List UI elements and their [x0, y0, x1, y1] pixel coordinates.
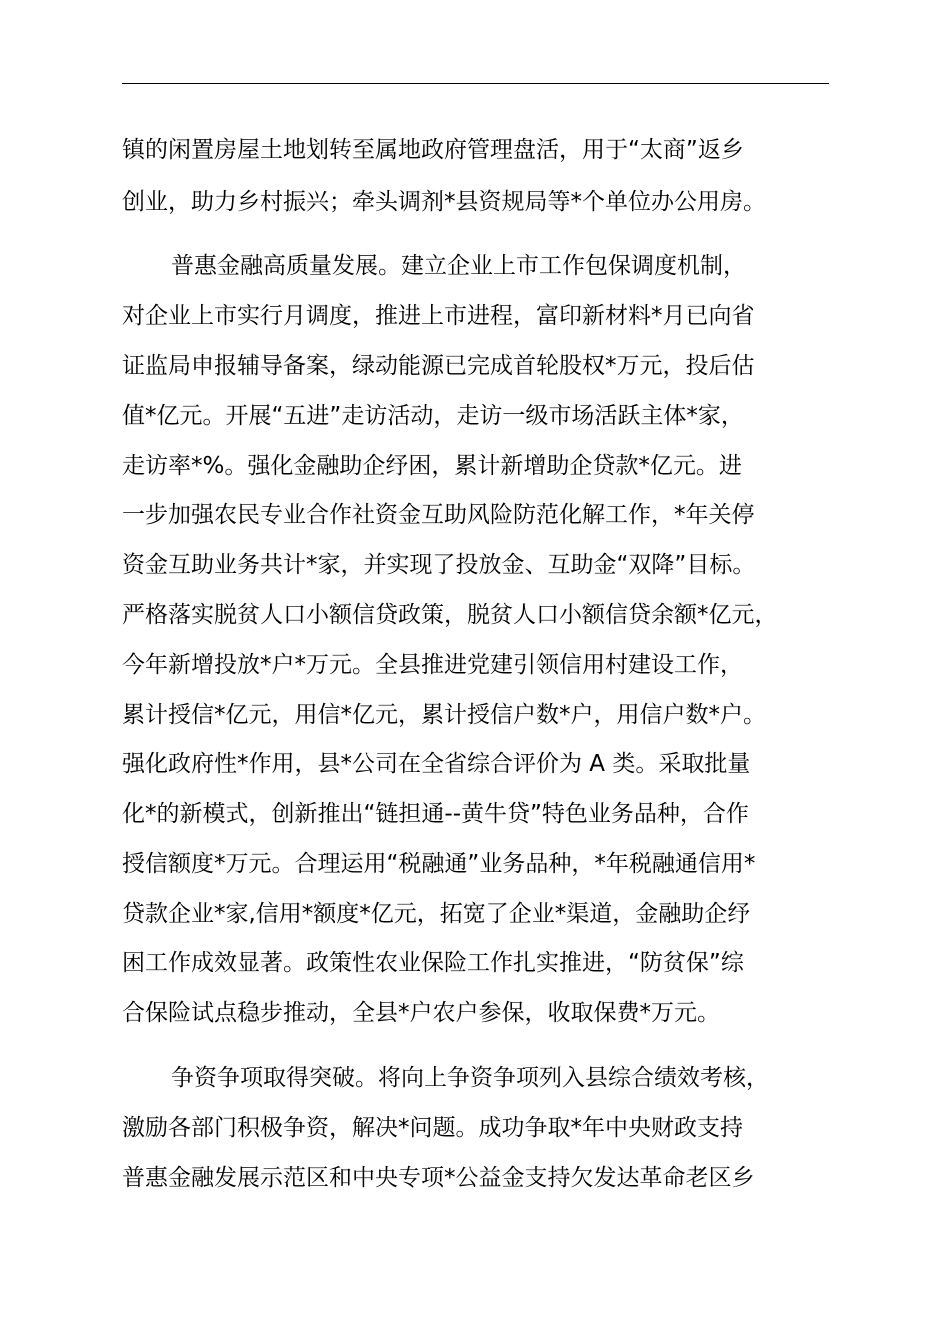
paragraph-2-line-7: 资金互助业务共计*家，并实现了投放金、互助金“双降”目标。: [122, 552, 756, 578]
paragraph-2-line-5: 走访率*%。强化金融助企纾困，累计新增助企贷款*亿元。进: [122, 453, 742, 479]
paragraph-2-line-8: 严格落实脱贫人口小额信贷政策，脱贫人口小额信贷余额*亿元，: [122, 602, 778, 628]
paragraph-2-line-2: 对企业上市实行月调度，推进上市进程，富印新材料*月已向省: [122, 303, 755, 329]
paragraph-3-line-1: 争资争项取得突破。将向上争资争项列入县综合绩效考核，: [171, 1065, 769, 1091]
paragraph-2-line-6: 一步加强农民专业合作社资金互助风险防范化解工作，*年关停: [122, 502, 755, 528]
paragraph-2-line-12: 化*的新模式，创新推出“链担通--黄牛贷”特色业务品种，合作: [122, 801, 749, 827]
paragraph-2-line-10: 累计授信*亿元，用信*亿元，累计授信户数*户，用信户数*户。: [122, 702, 766, 728]
paragraph-2-line-14: 贷款企业*家,信用*额度*亿元，拓宽了企业*渠道，金融助企纾: [122, 901, 751, 927]
paragraph-2-line-13: 授信额度*万元。合理运用“税融通”业务品种，*年税融通信用*: [122, 851, 756, 877]
paragraph-3-line-3: 普惠金融发展示范区和中央专项*公益金支持欠发达革命老区乡: [122, 1165, 755, 1191]
paragraph-2-line-9: 今年新增投放*户*万元。全县推进党建引领信用村建设工作，: [122, 652, 743, 678]
paragraph-2-line-16: 合保险试点稳步推动，全县*户农户参保，收取保费*万元。: [122, 1000, 720, 1026]
paragraph-2-line-4: 值*亿元。开展“五进”走访活动，走访一级市场活跃主体*家，: [122, 403, 744, 429]
paragraph-1-line-1: 镇的闲置房屋土地划转至属地政府管理盘活，用于“太商”返乡: [122, 137, 744, 163]
paragraph-3-line-2: 激励各部门积极争资，解决*问题。成功争取*年中央财政支持: [122, 1115, 743, 1141]
paragraph-1-line-2: 创业，助力乡村振兴；牵头调剂*县资规局等*个单位办公用房。: [122, 189, 766, 215]
paragraph-2-line-11: 强化政府性*作用，县*公司在全省综合评价为 A 类。采取批量: [122, 751, 751, 777]
paragraph-2-line-15: 困工作成效显著。政策性农业保险工作扎实推进，“防贫保”综: [122, 950, 744, 976]
paragraph-2-line-3: 证监局申报辅导备案，绿动能源已完成首轮股权*万元，投后估: [122, 353, 755, 379]
paragraph-2-line-1: 普惠金融高质量发展。建立企业上市工作包保调度机制，: [171, 253, 746, 279]
